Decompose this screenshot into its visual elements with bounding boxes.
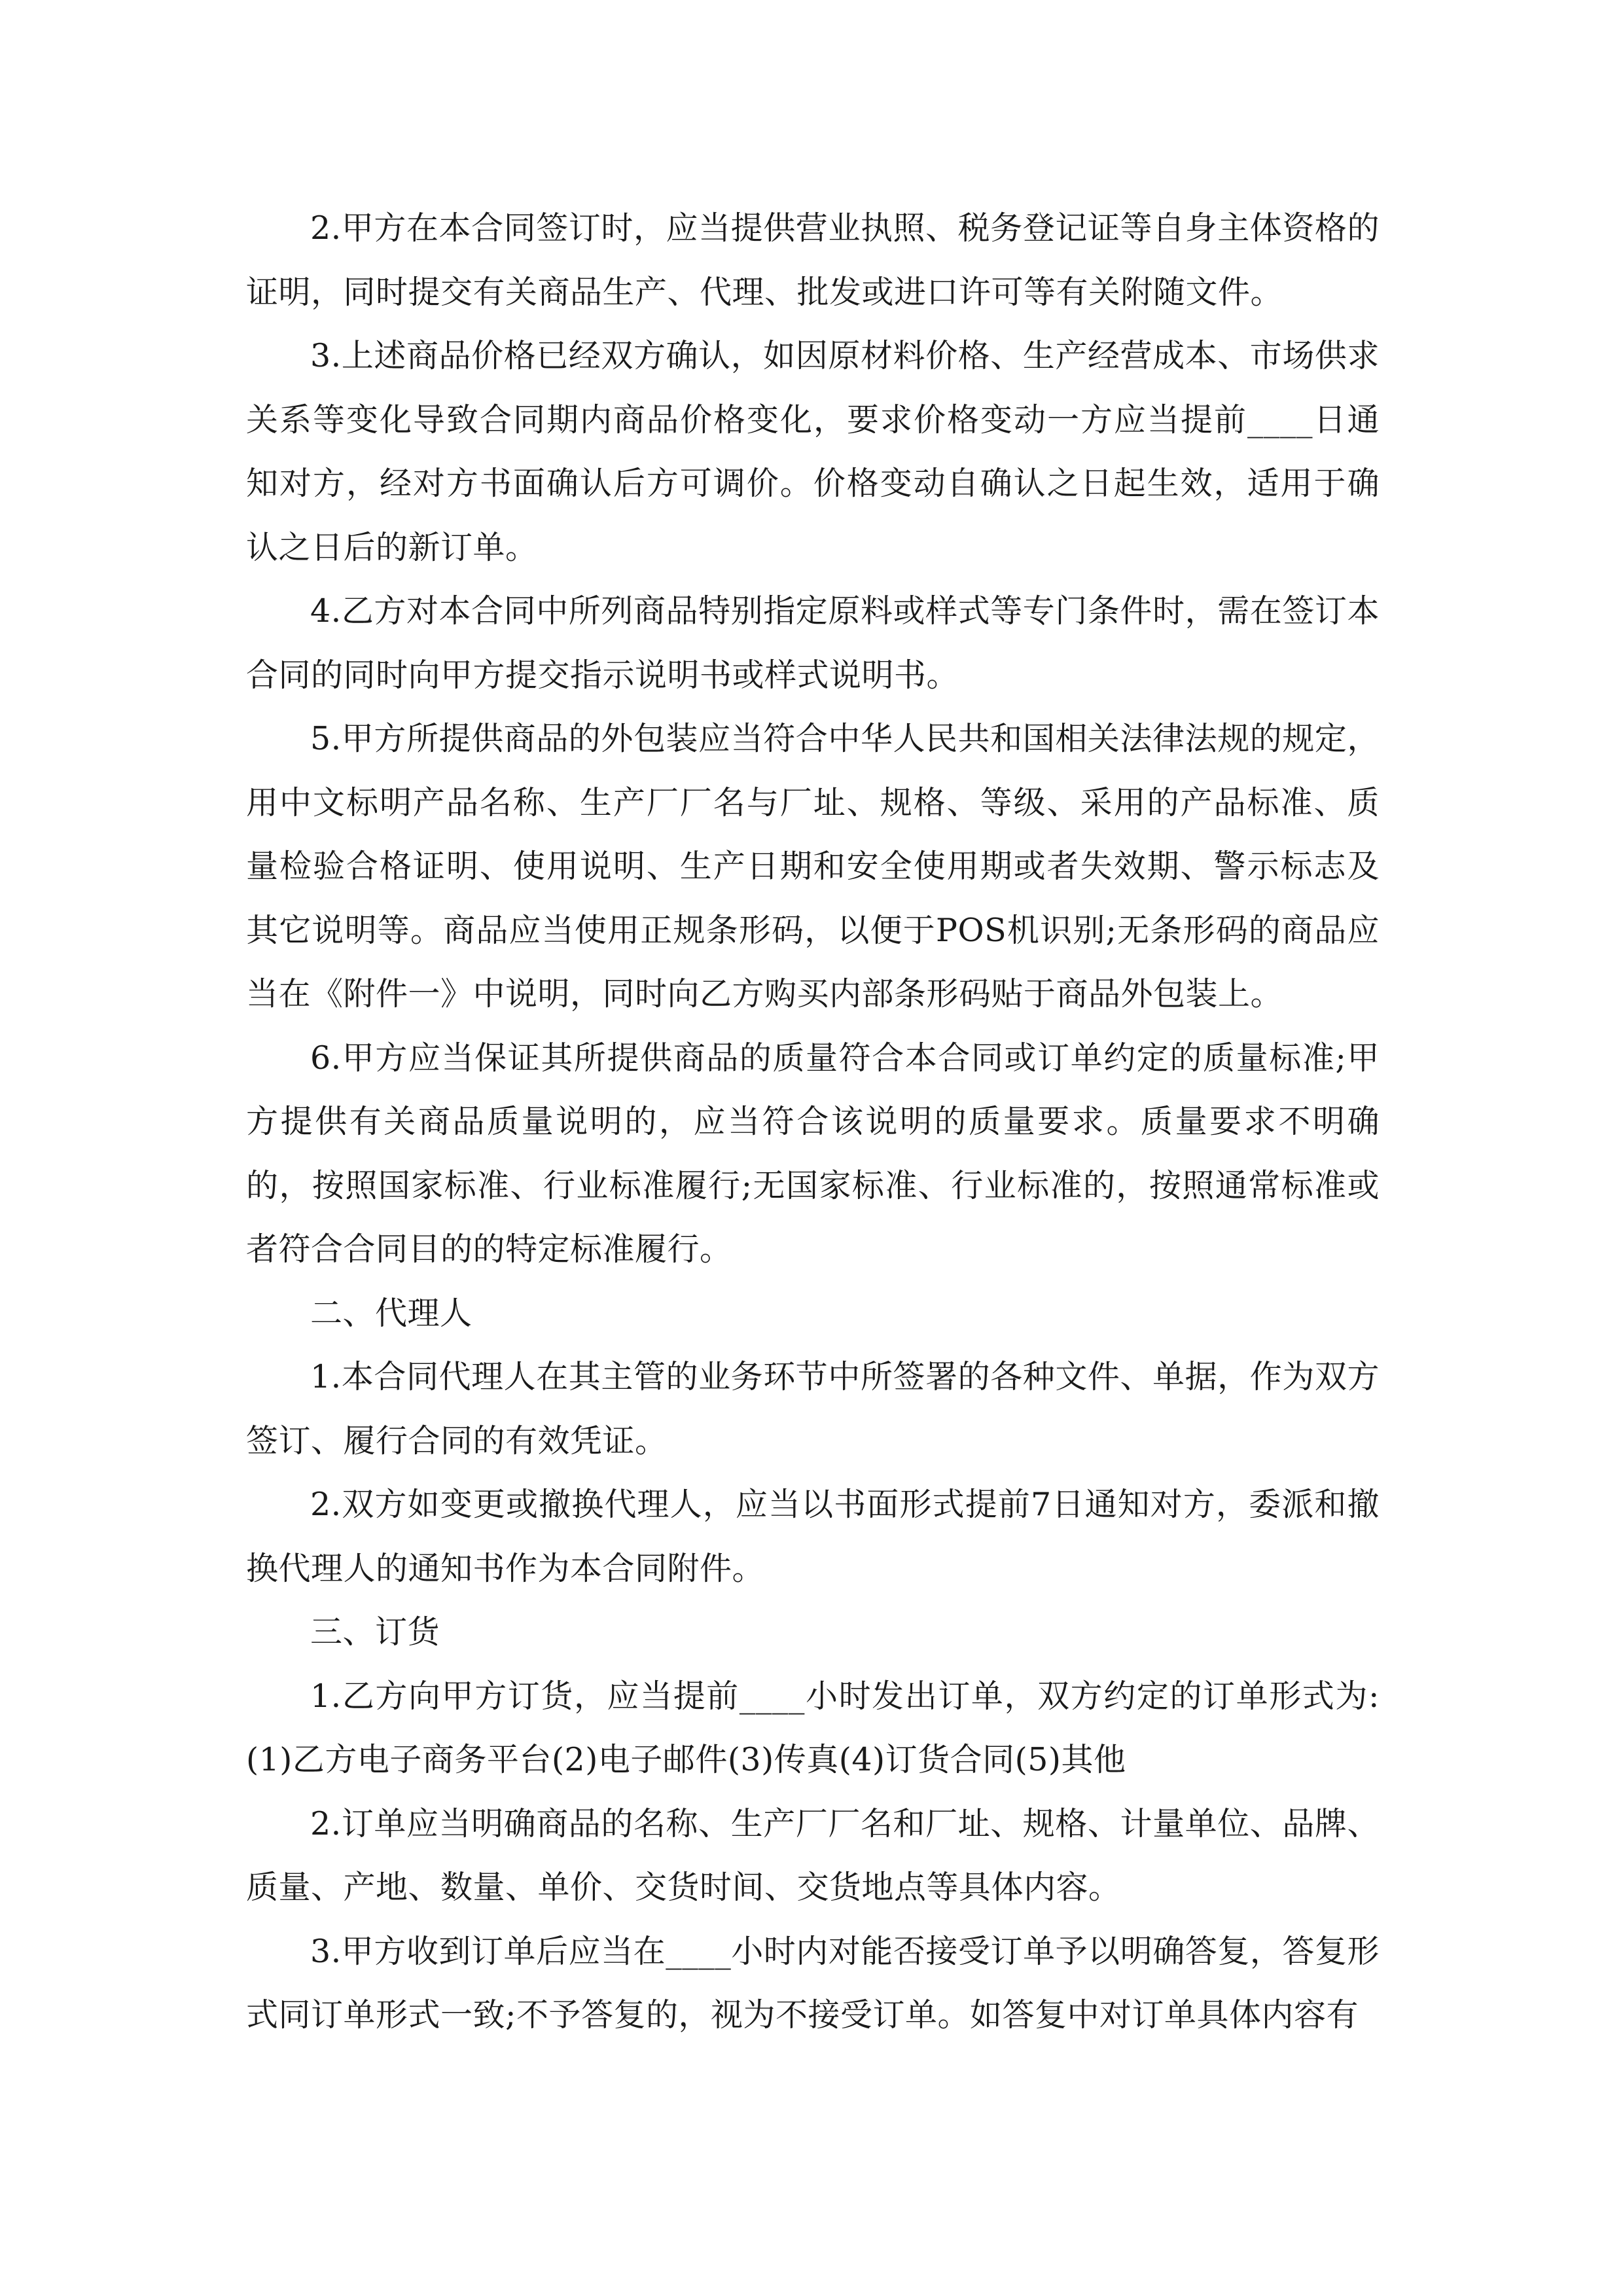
document-body: [246, 196, 1380, 2047]
paragraph-ordering-1: 1.乙方向甲方订货，应当提前____小时发出订单，双方约定的订单形式为:(1)乙方电子商务平台(2)电子邮件(3)传真(4)订货合同(5)其他: [246, 1677, 1380, 1778]
paragraph-clause-6: 6.甲方应当保证其所提供商品的质量符合本合同或订单约定的质量标准;甲方提供有关商品质量说明的，应当符合该说明的质量要求。质量要求不明确的，按照国家标准、行业标准履行;无国家标准、行业标准的，按照通常标准或者符合合同目的的特定标准履行。: [246, 1039, 1380, 1268]
paragraph-clause-5: 5.甲方所提供商品的外包装应当符合中华人民共和国相关法律法规的规定，用中文标明产品名称、生产厂厂名与厂址、规格、等级、采用的产品标准、质量检验合格证明、使用说明、生产日期和安全使用期或者失效期、警示标志及其它说明等。商品应当使用正规条形码，以便于POS机识别;无条形码的商品应当在《附件一》中说明，同时向乙方购买内部条形码贴于商品外包装上。: [246, 720, 1380, 1013]
paragraph-clause-3: 3.上述商品价格已经双方确认，如因原材料价格、生产经营成本、市场供求关系等变化导致合同期内商品价格变化，要求价格变动一方应当提前____日通知对方，经对方书面确认后方可调价。价格变动自确认之日起生效，适用于确认之日后的新订单。: [246, 337, 1380, 566]
section-heading-agent: 二、代理人: [310, 1294, 473, 1332]
paragraph-clause-4: 4.乙方对本合同中所列商品特别指定原料或样式等专门条件时，需在签订本合同的同时向甲方提交指示说明书或样式说明书。: [246, 592, 1380, 694]
section-heading-ordering: 三、订货: [310, 1613, 440, 1651]
paragraph-ordering-2: 2.订单应当明确商品的名称、生产厂厂名和厂址、规格、计量单位、品牌、质量、产地、数量、单价、交货时间、交货地点等具体内容。: [246, 1804, 1380, 1906]
paragraph-agent-2: 2.双方如变更或撤换代理人，应当以书面形式提前7日通知对方，委派和撤换代理人的通知书作为本合同附件。: [246, 1486, 1380, 1587]
paragraph-ordering-3: 3.甲方收到订单后应当在____小时内对能否接受订单予以明确答复，答复形式同订单形式一致;不予答复的，视为不接受订单。如答复中对订单具体内容有: [246, 1932, 1380, 2034]
paragraph-clause-2: 2.甲方在本合同签订时，应当提供营业执照、税务登记证等自身主体资格的证明，同时提交有关商品生产、代理、批发或进口许可等有关附随文件。: [246, 209, 1380, 311]
paragraph-agent-1: 1.本合同代理人在其主管的业务环节中所签署的各种文件、单据，作为双方签订、履行合同的有效凭证。: [246, 1358, 1380, 1460]
